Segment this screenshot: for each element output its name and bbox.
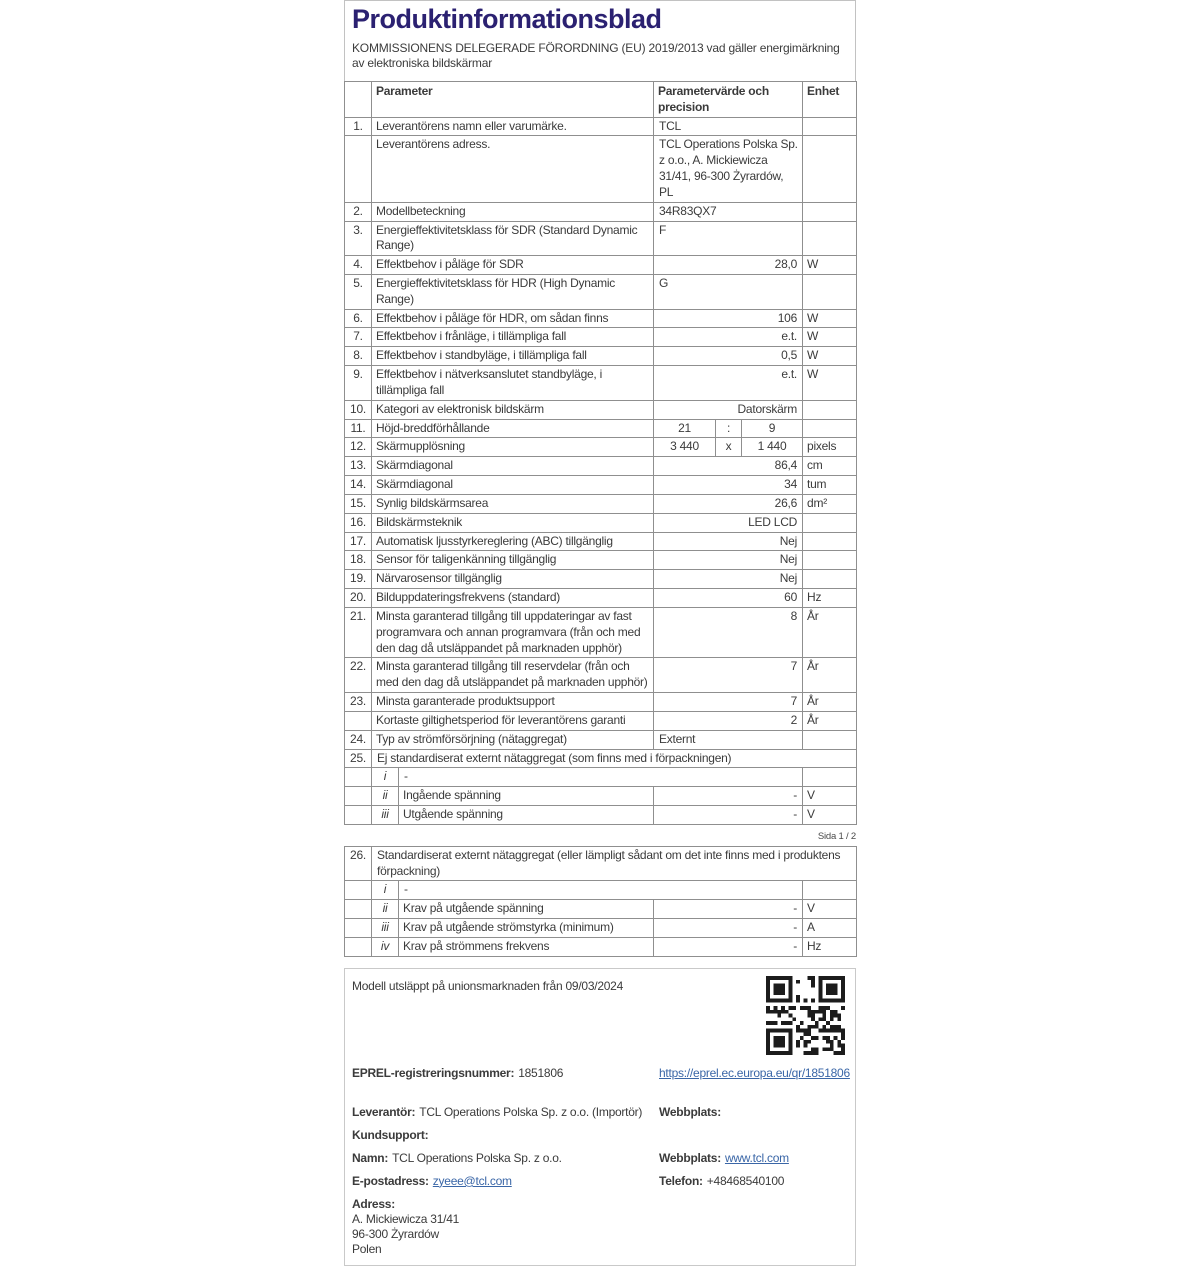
unit-cell xyxy=(803,513,857,532)
parameter-cell: Minsta garanterad tillgång till reservdelar (från och med den dag då utsläppandet på marknaden upphör) xyxy=(372,658,654,693)
parameter-cell: Krav på utgående spänning xyxy=(399,900,654,919)
value-cell: 3 440 xyxy=(654,438,716,457)
row-number-cell: 15. xyxy=(345,494,372,513)
unit-cell xyxy=(803,768,857,787)
eprel-row xyxy=(352,1065,850,1097)
parameter-cell: Bilduppdateringsfrekvens (standard) xyxy=(372,589,654,608)
row-number-cell xyxy=(345,919,372,938)
parameter-cell: Energieffektivitetsklass för SDR (Standard Dynamic Range) xyxy=(372,221,654,256)
parameter-cell: Effektbehov i frånläge, i tillämpliga fall xyxy=(372,328,654,347)
value-cell: 86,4 xyxy=(654,457,803,476)
row-number-cell: 23. xyxy=(345,693,372,712)
sub-index-cell: iii xyxy=(372,919,399,938)
unit-cell: V xyxy=(803,806,857,825)
table-row xyxy=(345,846,857,881)
address-line: 96-300 Żyrardów xyxy=(352,1226,439,1241)
row-number-cell: 13. xyxy=(345,457,372,476)
value-cell: e.t. xyxy=(654,328,803,347)
value-separator-cell: x xyxy=(716,438,742,457)
value-cell: e.t. xyxy=(654,366,803,401)
table-row xyxy=(345,551,857,570)
sub-index-cell: i xyxy=(372,881,399,900)
power-supply-table xyxy=(344,846,857,957)
supplier-label: Leverantör: xyxy=(352,1104,416,1119)
table-row xyxy=(345,366,857,401)
unit-cell: År xyxy=(803,711,857,730)
power-supply-rows xyxy=(345,846,857,956)
parameter-cell: Skärmdiagonal xyxy=(372,476,654,495)
market-release-row xyxy=(352,979,847,994)
table-row xyxy=(345,730,857,749)
parameter-cell: Minsta garanterad tillgång till uppdateringar av fast programvara och annan programvara (från och med den dag då utsläppandet på marknaden upphör) xyxy=(372,607,654,657)
table-row xyxy=(345,221,857,256)
table-row xyxy=(345,532,857,551)
unit-cell xyxy=(803,117,857,136)
header-empty-cell xyxy=(345,81,372,117)
unit-cell xyxy=(803,221,857,256)
table-row xyxy=(345,136,857,202)
row-number-cell: 12. xyxy=(345,438,372,457)
parameter-cell: Kategori av elektronisk bildskärm xyxy=(372,400,654,419)
parameter-cell: Effektbehov i nätverksanslutet standbyläge, i tillämpliga fall xyxy=(372,366,654,401)
unit-cell: Hz xyxy=(803,589,857,608)
unit-cell: Hz xyxy=(803,937,857,956)
table-row xyxy=(345,494,857,513)
value-cell: 9 xyxy=(742,419,803,438)
row-number-cell xyxy=(345,806,372,825)
table-row xyxy=(345,309,857,328)
value-cell: 2 xyxy=(654,711,803,730)
parameter-cell: Effektbehov i standbyläge, i tillämpliga fall xyxy=(372,347,654,366)
unit-cell xyxy=(803,551,857,570)
value-cell: 34 xyxy=(654,476,803,495)
value-cell: 0,5 xyxy=(654,347,803,366)
row-number-cell xyxy=(345,768,372,787)
table-row xyxy=(345,919,857,938)
support-label: Kundsupport: xyxy=(352,1127,429,1142)
row-number-cell: 7. xyxy=(345,328,372,347)
value-cell: F xyxy=(654,221,803,256)
unit-cell: cm xyxy=(803,457,857,476)
eprel-link[interactable]: https://eprel.ec.europa.eu/qr/1851806 xyxy=(659,1065,850,1080)
table-row xyxy=(345,400,857,419)
market-release-text: Modell utsläppt på unionsmarknaden från 09/03/2024 xyxy=(352,978,624,993)
unit-cell: År xyxy=(803,607,857,657)
value-cell: - xyxy=(654,937,803,956)
email-label: E-postadress: xyxy=(352,1173,429,1188)
value-cell: - xyxy=(654,900,803,919)
eprel-label: EPREL-registreringsnummer: xyxy=(352,1065,515,1080)
page-title: Produktinformationsblad xyxy=(352,4,662,34)
table-row xyxy=(345,117,857,136)
unit-cell: pixels xyxy=(803,438,857,457)
row-number-cell: 14. xyxy=(345,476,372,495)
unit-cell: W xyxy=(803,256,857,275)
row-number-cell: 18. xyxy=(345,551,372,570)
value-cell: 106 xyxy=(654,309,803,328)
row-number-cell xyxy=(345,136,372,202)
unit-cell: dm² xyxy=(803,494,857,513)
parameter-cell: Kortaste giltighetsperiod för leverantörens garanti xyxy=(372,711,654,730)
row-number-cell xyxy=(345,711,372,730)
value-cell: 1 440 xyxy=(742,438,803,457)
value-separator-cell: : xyxy=(716,419,742,438)
table-row xyxy=(345,658,857,693)
value-cell: 34R83QX7 xyxy=(654,202,803,221)
value-cell: TCL Operations Polska Sp. z o.o., A. Mickiewicza 31/41, 96-300 Żyrardów, PL xyxy=(654,136,803,202)
value-cell: 60 xyxy=(654,589,803,608)
value-cell: TCL xyxy=(654,117,803,136)
contact-section xyxy=(344,968,856,1266)
value-cell: 26,6 xyxy=(654,494,803,513)
parameter-cell: Effektbehov i påläge för HDR, om sådan finns xyxy=(372,309,654,328)
row-number-cell: 8. xyxy=(345,347,372,366)
parameter-cell: Effektbehov i påläge för SDR xyxy=(372,256,654,275)
row-number-cell: 16. xyxy=(345,513,372,532)
email-link[interactable]: zyeee@tcl.com xyxy=(432,1173,512,1188)
row-number-cell: 26. xyxy=(345,846,372,881)
sub-index-cell: iv xyxy=(372,937,399,956)
value-cell: 21 xyxy=(654,419,716,438)
row-number-cell: 21. xyxy=(345,607,372,657)
table-row xyxy=(345,881,857,900)
header-unit: Enhet xyxy=(803,81,857,117)
website-label: Webbplats: xyxy=(659,1104,721,1119)
unit-cell xyxy=(803,532,857,551)
parameter-cell: Leverantörens adress. xyxy=(372,136,654,202)
value-cell: - xyxy=(399,881,803,900)
value-cell: G xyxy=(654,274,803,309)
table-row xyxy=(345,749,857,768)
row-number-cell xyxy=(345,900,372,919)
value-cell: Nej xyxy=(654,532,803,551)
parameter-cell: Närvarosensor tillgänglig xyxy=(372,570,654,589)
table-row xyxy=(345,711,857,730)
row-number-cell: 5. xyxy=(345,274,372,309)
parameter-cell: Synlig bildskärmsarea xyxy=(372,494,654,513)
section-title-cell: Ej standardiserat externt nätaggregat (som finns med i förpackningen) xyxy=(372,749,857,768)
unit-cell: tum xyxy=(803,476,857,495)
parameter-cell: Höjd-breddförhållande xyxy=(372,419,654,438)
eprel-number: 1851806 xyxy=(518,1065,564,1080)
supplier-row xyxy=(352,1105,847,1120)
unit-cell: V xyxy=(803,900,857,919)
unit-cell xyxy=(803,570,857,589)
parameter-cell: Minsta garanterade produktsupport xyxy=(372,693,654,712)
table-row xyxy=(345,274,857,309)
row-number-cell xyxy=(345,937,372,956)
address-row xyxy=(352,1197,847,1212)
parameter-cell: Krav på strömmens frekvens xyxy=(399,937,654,956)
value-cell: 28,0 xyxy=(654,256,803,275)
table-row xyxy=(345,513,857,532)
table-header-row xyxy=(345,81,857,117)
parameter-cell: Ingående spänning xyxy=(399,787,654,806)
value-cell: 8 xyxy=(654,607,803,657)
table-row xyxy=(345,256,857,275)
row-number-cell: 6. xyxy=(345,309,372,328)
section-title-cell: Standardiserat externt nätaggregat (eller lämpligt sådant om det inte finns med i produktens förpackning) xyxy=(372,846,857,881)
parameter-cell: Skärmupplösning xyxy=(372,438,654,457)
table-row xyxy=(345,202,857,221)
unit-cell: W xyxy=(803,347,857,366)
address-label: Adress: xyxy=(352,1196,395,1211)
document-content xyxy=(344,0,856,1266)
page-number: Sida 1 / 2 xyxy=(817,830,856,842)
website2-label: Webbplats: xyxy=(659,1150,721,1165)
sub-index-cell: i xyxy=(372,768,399,787)
website-link[interactable]: www.tcl.com xyxy=(724,1150,789,1165)
unit-cell xyxy=(803,419,857,438)
table-row xyxy=(345,419,857,438)
page-subtitle: KOMMISSIONENS DELEGERADE FÖRORDNING (EU) 2019/2013 vad gäller energimärkning av elektroniska bildskärmar xyxy=(352,40,840,71)
title-block xyxy=(344,0,856,81)
address-line: A. Mickiewicza 31/41 xyxy=(352,1211,460,1226)
row-number-cell: 1. xyxy=(345,117,372,136)
sub-index-cell: ii xyxy=(372,787,399,806)
table-row xyxy=(345,900,857,919)
parameter-cell: Utgående spänning xyxy=(399,806,654,825)
support-row xyxy=(352,1128,847,1143)
row-number-cell: 24. xyxy=(345,730,372,749)
table-row xyxy=(345,787,857,806)
product-info-rows xyxy=(345,117,857,824)
header-parameter: Parameter xyxy=(372,81,654,117)
unit-cell xyxy=(803,730,857,749)
email-row xyxy=(352,1174,847,1189)
unit-cell xyxy=(803,274,857,309)
parameter-cell: Modellbeteckning xyxy=(372,202,654,221)
row-number-cell: 11. xyxy=(345,419,372,438)
unit-cell: År xyxy=(803,693,857,712)
parameter-cell: Typ av strömförsörjning (nätaggregat) xyxy=(372,730,654,749)
unit-cell: V xyxy=(803,787,857,806)
parameter-cell: Leverantörens namn eller varumärke. xyxy=(372,117,654,136)
table-row xyxy=(345,570,857,589)
phone-label: Telefon: xyxy=(659,1173,703,1188)
unit-cell: A xyxy=(803,919,857,938)
value-cell: - xyxy=(399,768,803,787)
table-row xyxy=(345,768,857,787)
table-row xyxy=(345,589,857,608)
parameter-cell: Automatisk ljusstyrkereglering (ABC) tillgänglig xyxy=(372,532,654,551)
value-cell: Nej xyxy=(654,570,803,589)
sub-index-cell: iii xyxy=(372,806,399,825)
row-number-cell: 19. xyxy=(345,570,372,589)
address-line: Polen xyxy=(352,1241,382,1256)
row-number-cell: 10. xyxy=(345,400,372,419)
row-number-cell: 22. xyxy=(345,658,372,693)
parameter-cell: Energieffektivitetsklass för HDR (High Dynamic Range) xyxy=(372,274,654,309)
value-cell: 7 xyxy=(654,658,803,693)
supplier-value: TCL Operations Polska Sp. z o.o. (Importör) xyxy=(419,1104,643,1119)
unit-cell xyxy=(803,202,857,221)
table-row xyxy=(345,806,857,825)
name-row xyxy=(352,1151,847,1166)
table-row xyxy=(345,937,857,956)
row-number-cell: 9. xyxy=(345,366,372,401)
table-row xyxy=(345,457,857,476)
parameter-cell: Sensor för taligenkänning tillgänglig xyxy=(372,551,654,570)
row-number-cell: 20. xyxy=(345,589,372,608)
value-cell: - xyxy=(654,806,803,825)
header-value: Parametervärde och precision xyxy=(654,81,803,117)
value-cell: 7 xyxy=(654,693,803,712)
unit-cell: W xyxy=(803,366,857,401)
unit-cell: W xyxy=(803,328,857,347)
value-cell: - xyxy=(654,919,803,938)
parameter-cell: Bildskärmsteknik xyxy=(372,513,654,532)
table-row xyxy=(345,328,857,347)
table-row xyxy=(345,693,857,712)
unit-cell: År xyxy=(803,658,857,693)
row-number-cell xyxy=(345,881,372,900)
product-info-table xyxy=(344,81,857,825)
parameter-cell: Skärmdiagonal xyxy=(372,457,654,476)
address-lines xyxy=(352,1212,847,1257)
unit-cell xyxy=(803,400,857,419)
parameter-cell: Krav på utgående strömstyrka (minimum) xyxy=(399,919,654,938)
row-number-cell xyxy=(345,787,372,806)
value-cell: Datorskärm xyxy=(654,400,803,419)
unit-cell: W xyxy=(803,309,857,328)
unit-cell xyxy=(803,136,857,202)
sub-index-cell: ii xyxy=(372,900,399,919)
unit-cell xyxy=(803,881,857,900)
value-cell: LED LCD xyxy=(654,513,803,532)
table-row xyxy=(345,607,857,657)
table-row xyxy=(345,476,857,495)
table-row xyxy=(345,438,857,457)
name-value: TCL Operations Polska Sp. z o.o. xyxy=(392,1150,562,1165)
row-number-cell: 3. xyxy=(345,221,372,256)
row-number-cell: 2. xyxy=(345,202,372,221)
value-cell: Externt xyxy=(654,730,803,749)
table-row xyxy=(345,347,857,366)
value-cell: Nej xyxy=(654,551,803,570)
row-number-cell: 17. xyxy=(345,532,372,551)
phone-value: +48468540100 xyxy=(706,1173,785,1188)
row-number-cell: 25. xyxy=(345,749,372,768)
value-cell: - xyxy=(654,787,803,806)
name-label: Namn: xyxy=(352,1150,389,1165)
row-number-cell: 4. xyxy=(345,256,372,275)
